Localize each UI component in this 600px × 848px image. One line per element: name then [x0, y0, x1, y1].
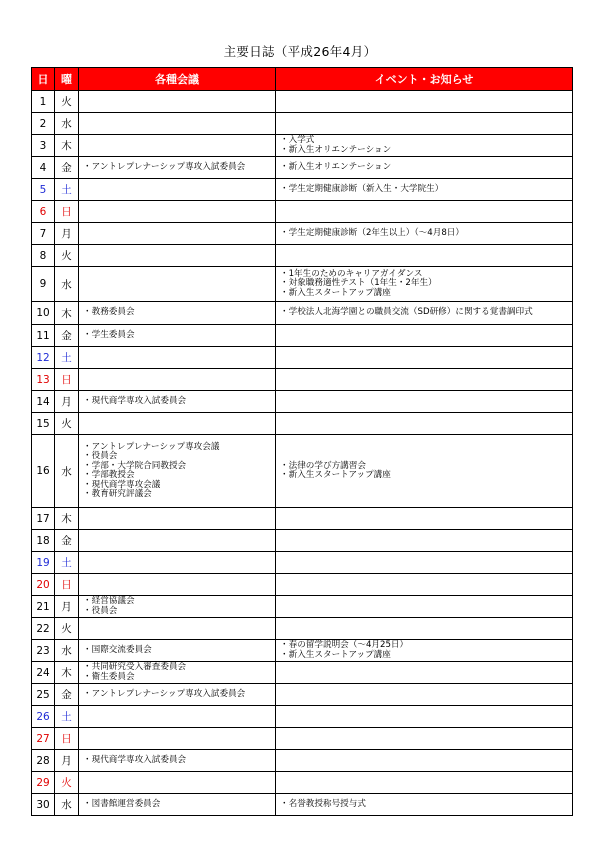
day-cell: 24	[32, 662, 55, 684]
header-events: イベント・お知らせ	[276, 68, 573, 91]
meeting-item: ・国際交流委員会	[83, 644, 152, 655]
event-item: ・入学式	[280, 135, 315, 145]
event-item: ・法律の学び方講習会	[280, 460, 366, 471]
table-row	[32, 157, 573, 179]
meeting-item: ・図書館運営委員会	[83, 798, 161, 809]
day-cell: 16	[32, 435, 55, 508]
events-cell	[276, 223, 573, 245]
day-cell: 22	[32, 618, 55, 640]
day-cell: 10	[32, 302, 55, 325]
day-cell: 18	[32, 530, 55, 552]
events-cell	[276, 391, 573, 413]
event-item: ・名誉教授称号授与式	[280, 798, 366, 809]
meetings-cell	[79, 772, 276, 794]
meetings-cell	[79, 574, 276, 596]
events-cell	[276, 325, 573, 347]
day-cell: 2	[32, 113, 55, 135]
meetings-cell	[79, 369, 276, 391]
day-cell: 3	[32, 135, 55, 157]
table-row	[32, 728, 573, 750]
table-row	[32, 267, 573, 302]
day-cell: 23	[32, 640, 55, 662]
meetings-cell	[79, 728, 276, 750]
day-cell: 7	[32, 223, 55, 245]
header-row	[32, 68, 573, 91]
day-cell: 19	[32, 552, 55, 574]
page-title: 主要日誌（平成26年4月）	[223, 44, 377, 59]
meetings-cell	[79, 157, 276, 179]
weekday-cell: 日	[55, 728, 79, 750]
day-cell: 27	[32, 728, 55, 750]
event-item: ・1年生のためのキャリアガイダンス	[280, 268, 423, 279]
meetings-cell	[79, 135, 276, 157]
meetings-cell	[79, 302, 276, 325]
meeting-item: ・衛生委員会	[83, 671, 135, 682]
weekday-cell: 木	[55, 662, 79, 684]
table-row	[32, 772, 573, 794]
header-meetings: 各種会議	[79, 68, 276, 91]
meeting-item: ・学部教授会	[83, 470, 135, 480]
schedule-body	[32, 91, 573, 816]
meetings-cell	[79, 684, 276, 706]
weekday-cell: 水	[55, 113, 79, 135]
weekday-cell: 水	[55, 794, 79, 816]
table-row	[32, 391, 573, 413]
events-cell	[276, 552, 573, 574]
meetings-cell	[79, 552, 276, 574]
table-row	[32, 179, 573, 201]
event-item: ・新入生スタートアップ講座	[280, 470, 391, 480]
event-item: ・新入生オリエンテーション	[280, 144, 392, 155]
events-cell	[276, 347, 573, 369]
day-cell: 4	[32, 157, 55, 179]
day-cell: 11	[32, 325, 55, 347]
meetings-cell	[79, 413, 276, 435]
event-item: ・学生定期健康診断（2年生以上）（～4月8日）	[280, 227, 464, 238]
weekday-cell: 火	[55, 413, 79, 435]
events-cell	[276, 640, 573, 662]
events-cell	[276, 530, 573, 552]
weekday-cell: 火	[55, 91, 79, 113]
events-cell	[276, 772, 573, 794]
events-cell	[276, 91, 573, 113]
weekday-cell: 火	[55, 245, 79, 267]
table-row	[32, 413, 573, 435]
events-cell	[276, 435, 573, 508]
day-cell: 9	[32, 267, 55, 302]
table-row	[32, 347, 573, 369]
meeting-item: ・現代商学専攻入試委員会	[83, 395, 187, 406]
events-cell	[276, 201, 573, 223]
weekday-cell: 水	[55, 435, 79, 508]
weekday-cell: 日	[55, 369, 79, 391]
meetings-cell	[79, 245, 276, 267]
weekday-cell: 金	[55, 325, 79, 347]
table-row	[32, 302, 573, 325]
meetings-cell	[79, 435, 276, 508]
meetings-cell	[79, 618, 276, 640]
day-cell: 26	[32, 706, 55, 728]
meetings-cell	[79, 201, 276, 223]
events-cell	[276, 728, 573, 750]
weekday-cell: 日	[55, 574, 79, 596]
table-row	[32, 369, 573, 391]
events-cell	[276, 179, 573, 201]
events-cell	[276, 684, 573, 706]
events-cell	[276, 618, 573, 640]
weekday-cell: 土	[55, 347, 79, 369]
meeting-item: ・現代商学専攻会議	[83, 479, 161, 490]
day-cell: 13	[32, 369, 55, 391]
weekday-cell: 土	[55, 706, 79, 728]
day-cell: 20	[32, 574, 55, 596]
table-row	[32, 684, 573, 706]
events-cell	[276, 302, 573, 325]
table-row	[32, 794, 573, 816]
events-cell	[276, 267, 573, 302]
meetings-cell	[79, 325, 276, 347]
event-item: ・学生定期健康診断（新入生・大学院生）	[280, 183, 444, 194]
meetings-cell	[79, 91, 276, 113]
events-cell	[276, 596, 573, 618]
table-row	[32, 245, 573, 267]
weekday-cell: 金	[55, 530, 79, 552]
weekday-cell: 金	[55, 157, 79, 179]
meetings-cell	[79, 706, 276, 728]
meeting-item: ・アントレプレナーシップ専攻入試委員会	[83, 688, 246, 699]
weekday-cell: 月	[55, 391, 79, 413]
table-row	[32, 618, 573, 640]
event-item: ・対象職務適性テスト（1年生・2年生）	[280, 278, 437, 289]
table-row	[32, 201, 573, 223]
meetings-cell	[79, 596, 276, 618]
schedule-table	[31, 67, 573, 816]
meetings-cell	[79, 508, 276, 530]
table-row	[32, 435, 573, 508]
table-row	[32, 640, 573, 662]
table-row	[32, 574, 573, 596]
meetings-cell	[79, 347, 276, 369]
events-cell	[276, 574, 573, 596]
table-row	[32, 530, 573, 552]
event-item: ・学校法人北海学園との職員交流（SD研修）に関する覚書調印式	[280, 307, 533, 318]
meetings-cell	[79, 113, 276, 135]
weekday-cell: 木	[55, 135, 79, 157]
weekday-cell: 月	[55, 596, 79, 618]
meetings-cell	[79, 530, 276, 552]
event-item: ・春の留学説明会（～4月25日）	[280, 640, 409, 650]
meeting-item: ・アントレプレナーシップ専攻入試委員会	[83, 161, 246, 172]
meeting-item: ・役員会	[83, 451, 118, 461]
day-cell: 5	[32, 179, 55, 201]
weekday-cell: 木	[55, 508, 79, 530]
meetings-cell	[79, 391, 276, 413]
events-cell	[276, 706, 573, 728]
weekday-cell: 土	[55, 179, 79, 201]
meetings-cell	[79, 267, 276, 302]
table-row	[32, 223, 573, 245]
meeting-item: ・経営協議会	[83, 596, 135, 606]
events-cell	[276, 135, 573, 157]
events-cell	[276, 245, 573, 267]
events-cell	[276, 413, 573, 435]
meetings-cell	[79, 223, 276, 245]
table-row	[32, 706, 573, 728]
events-cell	[276, 508, 573, 530]
table-row	[32, 662, 573, 684]
meetings-cell	[79, 662, 276, 684]
meeting-item: ・学部・大学院合同教授会	[83, 460, 187, 471]
weekday-cell: 日	[55, 201, 79, 223]
event-item: ・新入生スタートアップ講座	[280, 649, 391, 660]
day-cell: 25	[32, 684, 55, 706]
day-cell: 12	[32, 347, 55, 369]
day-cell: 6	[32, 201, 55, 223]
events-cell	[276, 157, 573, 179]
weekday-cell: 金	[55, 684, 79, 706]
day-cell: 30	[32, 794, 55, 816]
weekday-cell: 水	[55, 267, 79, 302]
meeting-item: ・学生委員会	[83, 329, 135, 340]
table-row	[32, 508, 573, 530]
table-row	[32, 552, 573, 574]
events-cell	[276, 750, 573, 772]
meetings-cell	[79, 640, 276, 662]
weekday-cell: 木	[55, 302, 79, 325]
meetings-cell	[79, 179, 276, 201]
meetings-cell	[79, 794, 276, 816]
events-cell	[276, 794, 573, 816]
meeting-item: ・アントレプレナーシップ専攻会議	[83, 441, 220, 452]
table-row	[32, 113, 573, 135]
meeting-item: ・教育研究評議会	[83, 489, 152, 499]
meetings-cell	[79, 750, 276, 772]
table-row	[32, 596, 573, 618]
weekday-cell: 月	[55, 223, 79, 245]
weekday-cell: 月	[55, 750, 79, 772]
day-cell: 14	[32, 391, 55, 413]
table-row	[32, 135, 573, 157]
meeting-item: ・教務委員会	[83, 307, 135, 318]
event-item: ・新入生スタートアップ講座	[280, 287, 391, 298]
header-day: 日	[32, 68, 55, 91]
header-weekday: 曜	[55, 68, 79, 91]
meeting-item: ・現代商学専攻入試委員会	[83, 754, 187, 765]
day-cell: 17	[32, 508, 55, 530]
day-cell: 28	[32, 750, 55, 772]
weekday-cell: 水	[55, 640, 79, 662]
day-cell: 1	[32, 91, 55, 113]
weekday-cell: 火	[55, 618, 79, 640]
table-row	[32, 91, 573, 113]
day-cell: 15	[32, 413, 55, 435]
weekday-cell: 土	[55, 552, 79, 574]
meeting-item: ・共同研究受入審査委員会	[83, 662, 187, 672]
weekday-cell: 火	[55, 772, 79, 794]
table-row	[32, 750, 573, 772]
events-cell	[276, 113, 573, 135]
table-row	[32, 325, 573, 347]
events-cell	[276, 369, 573, 391]
event-item: ・新入生オリエンテーション	[280, 161, 392, 172]
day-cell: 21	[32, 596, 55, 618]
day-cell: 29	[32, 772, 55, 794]
day-cell: 8	[32, 245, 55, 267]
events-cell	[276, 662, 573, 684]
meeting-item: ・役員会	[83, 605, 118, 616]
